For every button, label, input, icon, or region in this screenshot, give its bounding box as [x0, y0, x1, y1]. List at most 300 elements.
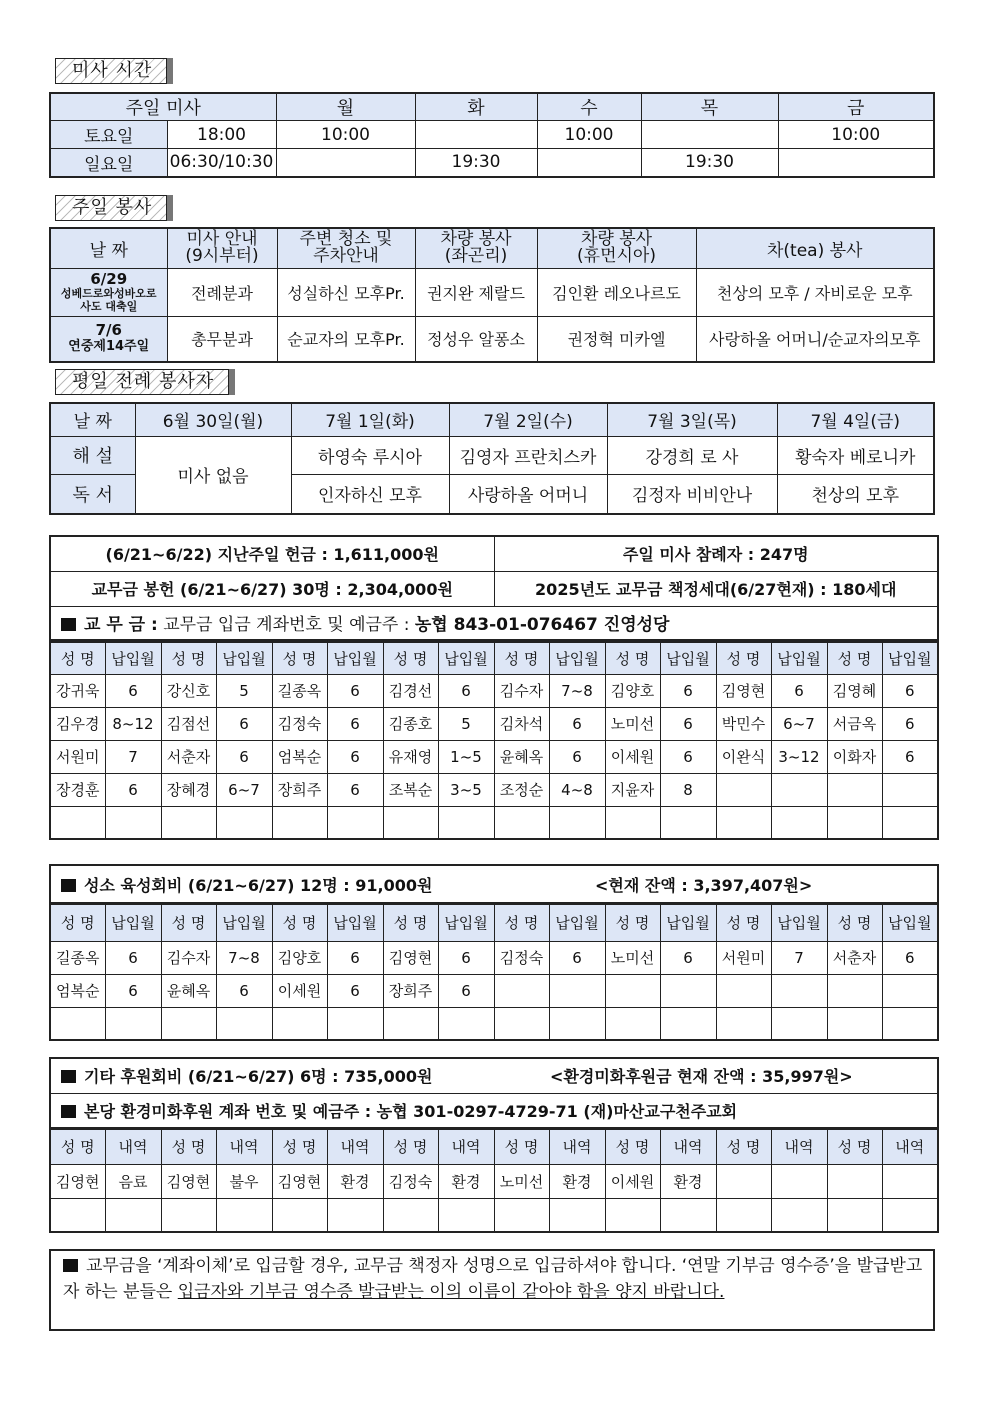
service-cell: 김인환 레오나르도 — [537, 268, 696, 316]
grid-cell-name — [716, 1007, 771, 1040]
grid-cell-name — [383, 806, 438, 839]
grid-cell-name: 김경선 — [383, 674, 438, 707]
grid-cell-value: 6 — [105, 674, 161, 707]
mass-col-mon: 월 — [276, 93, 415, 121]
service-cell: 사랑하올 어머니/순교자의모후 — [696, 316, 934, 362]
grid-col-name: 성 명 — [716, 904, 771, 941]
grid-header-row — [50, 1129, 938, 1164]
mass-row-label: 토요일 — [50, 121, 167, 149]
other-title: 기타 후원회비 (6/21~6/27) 6명 : 735,000원 — [84, 1067, 433, 1087]
grid-cell-value — [438, 1007, 494, 1040]
grid-col-name: 성 명 — [494, 904, 549, 941]
grid-cell-value — [105, 806, 161, 839]
mass-col-thu: 목 — [641, 93, 778, 121]
mass-cell: 10:00 — [276, 121, 415, 149]
grid-cell-name — [272, 806, 327, 839]
grid-row — [50, 707, 938, 740]
grid-cell-value: 환경 — [660, 1164, 716, 1198]
grid-cell-name: 김우경 — [50, 707, 105, 740]
grid-cell-value: 6 — [660, 707, 716, 740]
grid-col-name: 성 명 — [161, 1129, 216, 1164]
grid-col-name: 성 명 — [716, 1129, 771, 1164]
grid-col-detail: 납입월 — [438, 642, 494, 674]
mass-cell — [778, 149, 934, 177]
grid-cell-value: 6 — [438, 941, 494, 974]
grid-cell-value — [882, 1164, 938, 1198]
grid-cell-value: 5 — [438, 707, 494, 740]
service-col-guide — [167, 228, 277, 268]
service-section-tag: 주일 봉사 — [55, 195, 167, 221]
grid-cell-name — [272, 1198, 327, 1232]
grid-col-name: 성 명 — [383, 1129, 438, 1164]
other-summary-table — [49, 1057, 939, 1129]
service-col-vehicle-b — [537, 228, 696, 268]
weekday-col: 7월 4일(금) — [777, 403, 934, 436]
grid-col-detail: 납입월 — [216, 642, 272, 674]
grid-cell-value: 6 — [549, 941, 605, 974]
last-week-offering: (6/21~6/22) 지난주일 헌금 : 1,611,000원 — [50, 536, 494, 571]
grid-cell-name: 노미선 — [494, 1164, 549, 1198]
grid-cell-value: 7~8 — [216, 941, 272, 974]
other-account-cell — [50, 1093, 938, 1128]
grid-cell-value — [771, 1198, 827, 1232]
weekday-table — [49, 402, 935, 515]
weekday-col: 7월 3일(목) — [607, 403, 777, 436]
notice-underlined: 입금자와 기부금 영수증 발급받는 이의 이름이 같아야 함을 양지 바랍니다. — [177, 1282, 725, 1302]
grid-cell-name: 서금옥 — [827, 707, 882, 740]
service-col-cleaning — [277, 228, 415, 268]
grid-cell-value — [549, 806, 605, 839]
grid-cell-value: 4~8 — [549, 773, 605, 806]
grid-cell-name: 김정숙 — [383, 1164, 438, 1198]
grid-cell-name — [605, 806, 660, 839]
grid-cell-value: 6 — [438, 674, 494, 707]
seminary-title-cell — [50, 865, 938, 903]
grid-cell-value — [549, 1198, 605, 1232]
grid-row — [50, 1164, 938, 1198]
grid-cell-value: 6 — [105, 974, 161, 1007]
grid-cell-value: 환경 — [549, 1164, 605, 1198]
mass-cell: 06:30/10:30 — [167, 149, 276, 177]
service-col-vehicle-a — [415, 228, 537, 268]
mass-col-fri: 금 — [778, 93, 934, 121]
grid-cell-value: 3~5 — [438, 773, 494, 806]
grid-cell-name: 김차석 — [494, 707, 549, 740]
service-date: 6/29 — [90, 270, 128, 288]
grid-cell-name: 노미선 — [605, 941, 660, 974]
grid-cell-value — [327, 1198, 383, 1232]
grid-cell-name: 이세원 — [605, 740, 660, 773]
grid-cell-value — [771, 1007, 827, 1040]
grid-col-name: 성 명 — [605, 904, 660, 941]
grid-col-detail: 내역 — [549, 1129, 605, 1164]
grid-cell-name: 김양호 — [272, 941, 327, 974]
grid-cell-name: 강신호 — [161, 674, 216, 707]
mass-cell: 18:00 — [167, 121, 276, 149]
grid-cell-name — [161, 1007, 216, 1040]
grid-cell-value: 6 — [882, 707, 938, 740]
service-cell: 성실하신 모후Pr. — [277, 268, 415, 316]
grid-col-name: 성 명 — [716, 642, 771, 674]
grid-cell-value: 6 — [549, 740, 605, 773]
square-bullet-icon — [61, 879, 76, 892]
grid-cell-value — [438, 1198, 494, 1232]
service-cell: 정성우 알퐁소 — [415, 316, 537, 362]
grid-col-detail: 납입월 — [549, 904, 605, 941]
weekday-col: 7월 1일(화) — [291, 403, 449, 436]
grid-col-name: 성 명 — [161, 904, 216, 941]
seminary-summary-table — [49, 864, 939, 904]
grid-cell-name: 길종옥 — [272, 674, 327, 707]
grid-cell-name — [494, 974, 549, 1007]
grid-header-row — [50, 642, 938, 674]
grid-cell-name: 윤혜옥 — [161, 974, 216, 1007]
grid-cell-value: 1~5 — [438, 740, 494, 773]
grid-cell-name — [827, 773, 882, 806]
mass-cell: 19:30 — [641, 149, 778, 177]
grid-cell-value — [882, 1198, 938, 1232]
service-cell: 권정혁 미카엘 — [537, 316, 696, 362]
grid-cell-name: 장경훈 — [50, 773, 105, 806]
weekday-cell: 천상의 모후 — [777, 474, 934, 514]
grid-cell-value: 8~12 — [105, 707, 161, 740]
grid-cell-name — [272, 1007, 327, 1040]
grid-cell-name: 이완식 — [716, 740, 771, 773]
households: 2025년도 교무금 책정세대(6/27현재) : 180세대 — [494, 571, 938, 606]
other-account-row — [50, 1093, 938, 1128]
grid-cell-name: 길종옥 — [50, 941, 105, 974]
grid-cell-value — [660, 1198, 716, 1232]
grid-cell-name: 김영현 — [383, 941, 438, 974]
weekday-row-commentary — [50, 436, 934, 474]
grid-cell-value — [771, 974, 827, 1007]
service-date-feast: 연중제14주일 — [68, 339, 150, 355]
service-col-vehicle-a-label: 차량 봉사 (좌곤리) — [440, 229, 512, 267]
grid-cell-name — [50, 1198, 105, 1232]
weekday-section-tag: 평일 전례 봉사자 — [55, 369, 229, 395]
grid-cell-name — [494, 1198, 549, 1232]
grid-row — [50, 974, 938, 1007]
dues-account-label: 교 무 금 : — [84, 615, 158, 636]
grid-cell-name: 장희주 — [383, 974, 438, 1007]
mass-table — [49, 92, 935, 178]
grid-cell-value: 6 — [327, 773, 383, 806]
grid-col-name: 성 명 — [383, 904, 438, 941]
service-row — [50, 316, 934, 362]
other-account: 본당 환경미화후원 계좌 번호 및 예금주 : 농협 301-0297-4729-71 (재)마산교구천주교회 — [84, 1101, 738, 1121]
service-cell: 순교자의 모후Pr. — [277, 316, 415, 362]
grid-cell-value: 6 — [105, 773, 161, 806]
grid-cell-name — [161, 1198, 216, 1232]
grid-cell-name — [161, 806, 216, 839]
grid-cell-name — [716, 773, 771, 806]
grid-col-name: 성 명 — [272, 642, 327, 674]
grid-col-name: 성 명 — [272, 904, 327, 941]
grid-cell-value — [882, 773, 938, 806]
grid-cell-name — [50, 1007, 105, 1040]
grid-col-name: 성 명 — [50, 1129, 105, 1164]
weekday-row-label: 해 설 — [50, 436, 135, 474]
grid-cell-value: 6~7 — [216, 773, 272, 806]
attendance: 주일 미사 참례자 : 247명 — [494, 536, 938, 571]
grid-cell-value — [660, 1007, 716, 1040]
mass-cell — [537, 149, 641, 177]
grid-col-detail: 납입월 — [105, 904, 161, 941]
grid-cell-value — [660, 806, 716, 839]
grid-cell-value — [216, 1007, 272, 1040]
grid-col-name: 성 명 — [272, 1129, 327, 1164]
grid-row — [50, 773, 938, 806]
grid-cell-value — [105, 1198, 161, 1232]
service-col-cleaning-label: 주변 청소 및 주차안내 — [299, 229, 393, 267]
grid-row — [50, 1007, 938, 1040]
grid-col-name: 성 명 — [605, 642, 660, 674]
grid-col-name: 성 명 — [383, 642, 438, 674]
service-col-date: 날 짜 — [50, 228, 167, 268]
grid-cell-value: 6 — [327, 740, 383, 773]
grid-cell-value: 6 — [882, 941, 938, 974]
grid-cell-value — [438, 806, 494, 839]
finance-summary-table — [49, 535, 939, 641]
other-balance: <환경미화후원금 현재 잔액 : 35,997원> — [550, 1067, 853, 1087]
weekday-row-label: 독 서 — [50, 474, 135, 514]
grid-col-name: 성 명 — [605, 1129, 660, 1164]
grid-cell-name: 서춘자 — [827, 941, 882, 974]
grid-cell-value — [327, 806, 383, 839]
grid-cell-value: 6 — [438, 974, 494, 1007]
grid-cell-value: 7~8 — [549, 674, 605, 707]
grid-cell-value: 불우 — [216, 1164, 272, 1198]
grid-col-detail: 내역 — [105, 1129, 161, 1164]
grid-col-detail: 내역 — [216, 1129, 272, 1164]
weekday-cell: 김영자 프란치스카 — [449, 436, 607, 474]
finance-row — [50, 571, 938, 606]
seminary-balance: <현재 잔액 : 3,397,407원> — [595, 875, 813, 895]
grid-row — [50, 941, 938, 974]
grid-cell-name — [827, 1164, 882, 1198]
finance-row — [50, 536, 938, 571]
dues-total: 교무금 봉헌 (6/21~6/27) 30명 : 2,304,000원 — [50, 571, 494, 606]
grid-cell-value — [771, 773, 827, 806]
grid-cell-name: 유재영 — [383, 740, 438, 773]
grid-col-detail: 내역 — [660, 1129, 716, 1164]
grid-cell-name — [716, 1164, 771, 1198]
mass-col-wed: 수 — [537, 93, 641, 121]
grid-cell-value: 6 — [216, 740, 272, 773]
grid-col-detail: 납입월 — [327, 904, 383, 941]
service-date-feast: 성베드로와성바오로 사도 대축일 — [60, 287, 157, 313]
mass-col-sunday: 주일 미사 — [50, 93, 276, 121]
grid-cell-value — [216, 1198, 272, 1232]
grid-cell-value: 5 — [216, 674, 272, 707]
service-col-vehicle-b-label: 차량 봉사 (휴먼시아) — [577, 229, 656, 267]
seminary-title-row — [50, 865, 938, 903]
grid-col-detail: 납입월 — [882, 642, 938, 674]
service-row — [50, 268, 934, 316]
grid-cell-name — [605, 974, 660, 1007]
grid-row — [50, 740, 938, 773]
square-bullet-icon — [61, 1070, 76, 1083]
service-col-guide-label: 미사 안내 (9시부터) — [185, 229, 259, 267]
grid-cell-name: 김영혜 — [827, 674, 882, 707]
grid-cell-name: 김종호 — [383, 707, 438, 740]
weekday-no-mass: 미사 없음 — [135, 436, 291, 514]
dues-account — [50, 606, 938, 640]
grid-cell-name: 서원미 — [716, 941, 771, 974]
grid-cell-name: 이화자 — [827, 740, 882, 773]
service-cell: 총무분과 — [167, 316, 277, 362]
grid-cell-name — [50, 806, 105, 839]
grid-cell-value — [882, 1007, 938, 1040]
notice-box — [49, 1249, 935, 1331]
grid-cell-name: 서원미 — [50, 740, 105, 773]
grid-cell-value: 음료 — [105, 1164, 161, 1198]
grid-col-name: 성 명 — [827, 1129, 882, 1164]
grid-cell-value: 6 — [327, 707, 383, 740]
notice-text: 교무금을 ‘계좌이체’로 입금할 경우, 교무금 책정자 성명으로 입금하셔야 합니다. ‘연말 기부금 영수증’을 발급받고자 하는 분들은 — [63, 1256, 923, 1302]
grid-cell-name — [383, 1198, 438, 1232]
service-col-tea: 차(tea) 봉사 — [696, 228, 934, 268]
service-table — [49, 227, 935, 363]
weekday-col: 7월 2일(수) — [449, 403, 607, 436]
grid-cell-name — [827, 1198, 882, 1232]
grid-col-detail: 납입월 — [660, 904, 716, 941]
service-date-cell — [50, 316, 167, 362]
weekday-cell: 강경희 로 사 — [607, 436, 777, 474]
mass-header-row — [50, 93, 934, 121]
dues-account-number: 농협 843-01-076467 진영성당 — [414, 615, 670, 636]
other-title-cell — [50, 1058, 938, 1093]
weekday-cell: 인자하신 모후 — [291, 474, 449, 514]
grid-row — [50, 1198, 938, 1232]
grid-cell-name: 김영현 — [272, 1164, 327, 1198]
grid-col-detail: 내역 — [438, 1129, 494, 1164]
grid-cell-value — [216, 806, 272, 839]
service-date: 7/6 — [95, 321, 122, 340]
grid-cell-value: 6 — [216, 974, 272, 1007]
grid-cell-value: 6 — [327, 941, 383, 974]
weekday-cell: 황숙자 베로니카 — [777, 436, 934, 474]
weekday-col: 6월 30일(월) — [135, 403, 291, 436]
grid-cell-name: 이세원 — [605, 1164, 660, 1198]
grid-cell-name — [494, 806, 549, 839]
grid-cell-name: 노미선 — [605, 707, 660, 740]
grid-cell-name — [494, 1007, 549, 1040]
grid-cell-value: 6 — [882, 674, 938, 707]
grid-cell-value — [660, 974, 716, 1007]
grid-cell-value: 6 — [660, 941, 716, 974]
grid-cell-name — [827, 974, 882, 1007]
grid-cell-name: 조정순 — [494, 773, 549, 806]
service-cell: 권지완 제랄드 — [415, 268, 537, 316]
square-bullet-icon — [63, 1259, 78, 1272]
service-date-cell — [50, 268, 167, 316]
grid-cell-name — [605, 1007, 660, 1040]
grid-cell-name — [716, 806, 771, 839]
grid-header-row — [50, 904, 938, 941]
grid-cell-name — [383, 1007, 438, 1040]
grid-cell-name: 김수자 — [161, 941, 216, 974]
mass-cell: 19:30 — [415, 149, 537, 177]
service-header-row — [50, 228, 934, 268]
grid-cell-value: 6 — [771, 674, 827, 707]
grid-cell-name: 윤혜옥 — [494, 740, 549, 773]
grid-cell-name: 이세원 — [272, 974, 327, 1007]
grid-cell-value — [882, 806, 938, 839]
grid-cell-name: 지윤자 — [605, 773, 660, 806]
grid-cell-value — [771, 806, 827, 839]
grid-cell-name: 김정숙 — [494, 941, 549, 974]
grid-cell-name: 장희주 — [272, 773, 327, 806]
square-bullet-icon — [61, 618, 76, 631]
grid-cell-value: 6~7 — [771, 707, 827, 740]
grid-col-name: 성 명 — [827, 642, 882, 674]
grid-cell-name: 김양호 — [605, 674, 660, 707]
grid-cell-name: 서춘자 — [161, 740, 216, 773]
grid-cell-value: 8 — [660, 773, 716, 806]
grid-col-name: 성 명 — [50, 642, 105, 674]
mass-cell: 10:00 — [778, 121, 934, 149]
grid-cell-value: 환경 — [327, 1164, 383, 1198]
grid-cell-value — [105, 1007, 161, 1040]
grid-cell-value: 6 — [660, 674, 716, 707]
grid-cell-name: 엄복순 — [272, 740, 327, 773]
grid-col-detail: 내역 — [882, 1129, 938, 1164]
mass-col-tue: 화 — [415, 93, 537, 121]
grid-cell-value: 7 — [771, 941, 827, 974]
mass-row-saturday — [50, 121, 934, 149]
grid-col-detail: 내역 — [327, 1129, 383, 1164]
dues-table — [49, 641, 939, 840]
service-cell: 천상의 모후 / 자비로운 모후 — [696, 268, 934, 316]
grid-cell-name: 장혜경 — [161, 773, 216, 806]
weekday-cell: 하영숙 루시아 — [291, 436, 449, 474]
grid-cell-value: 6 — [549, 707, 605, 740]
mass-cell: 10:00 — [537, 121, 641, 149]
grid-cell-name: 김수자 — [494, 674, 549, 707]
grid-cell-name — [827, 1007, 882, 1040]
grid-cell-name: 박민수 — [716, 707, 771, 740]
weekday-header-row — [50, 403, 934, 436]
grid-col-detail: 납입월 — [327, 642, 383, 674]
grid-col-name: 성 명 — [161, 642, 216, 674]
grid-cell-name — [716, 974, 771, 1007]
grid-col-detail: 납입월 — [105, 642, 161, 674]
mass-row-sunday — [50, 149, 934, 177]
grid-cell-value — [882, 974, 938, 1007]
grid-cell-name: 조복순 — [383, 773, 438, 806]
grid-col-name: 성 명 — [50, 904, 105, 941]
grid-cell-value: 3~12 — [771, 740, 827, 773]
weekday-cell: 사랑하올 어머니 — [449, 474, 607, 514]
grid-cell-value: 6 — [882, 740, 938, 773]
grid-cell-name: 김정숙 — [272, 707, 327, 740]
mass-cell — [276, 149, 415, 177]
other-table — [49, 1128, 939, 1233]
grid-cell-value: 6 — [216, 707, 272, 740]
grid-cell-name — [716, 1198, 771, 1232]
grid-cell-name — [827, 806, 882, 839]
grid-col-detail: 납입월 — [771, 642, 827, 674]
grid-row — [50, 806, 938, 839]
grid-cell-value: 6 — [660, 740, 716, 773]
grid-col-name: 성 명 — [494, 642, 549, 674]
mass-cell — [641, 121, 778, 149]
mass-row-label: 일요일 — [50, 149, 167, 177]
square-bullet-icon — [61, 1105, 76, 1118]
grid-cell-name: 김영현 — [50, 1164, 105, 1198]
service-cell: 전례분과 — [167, 268, 277, 316]
